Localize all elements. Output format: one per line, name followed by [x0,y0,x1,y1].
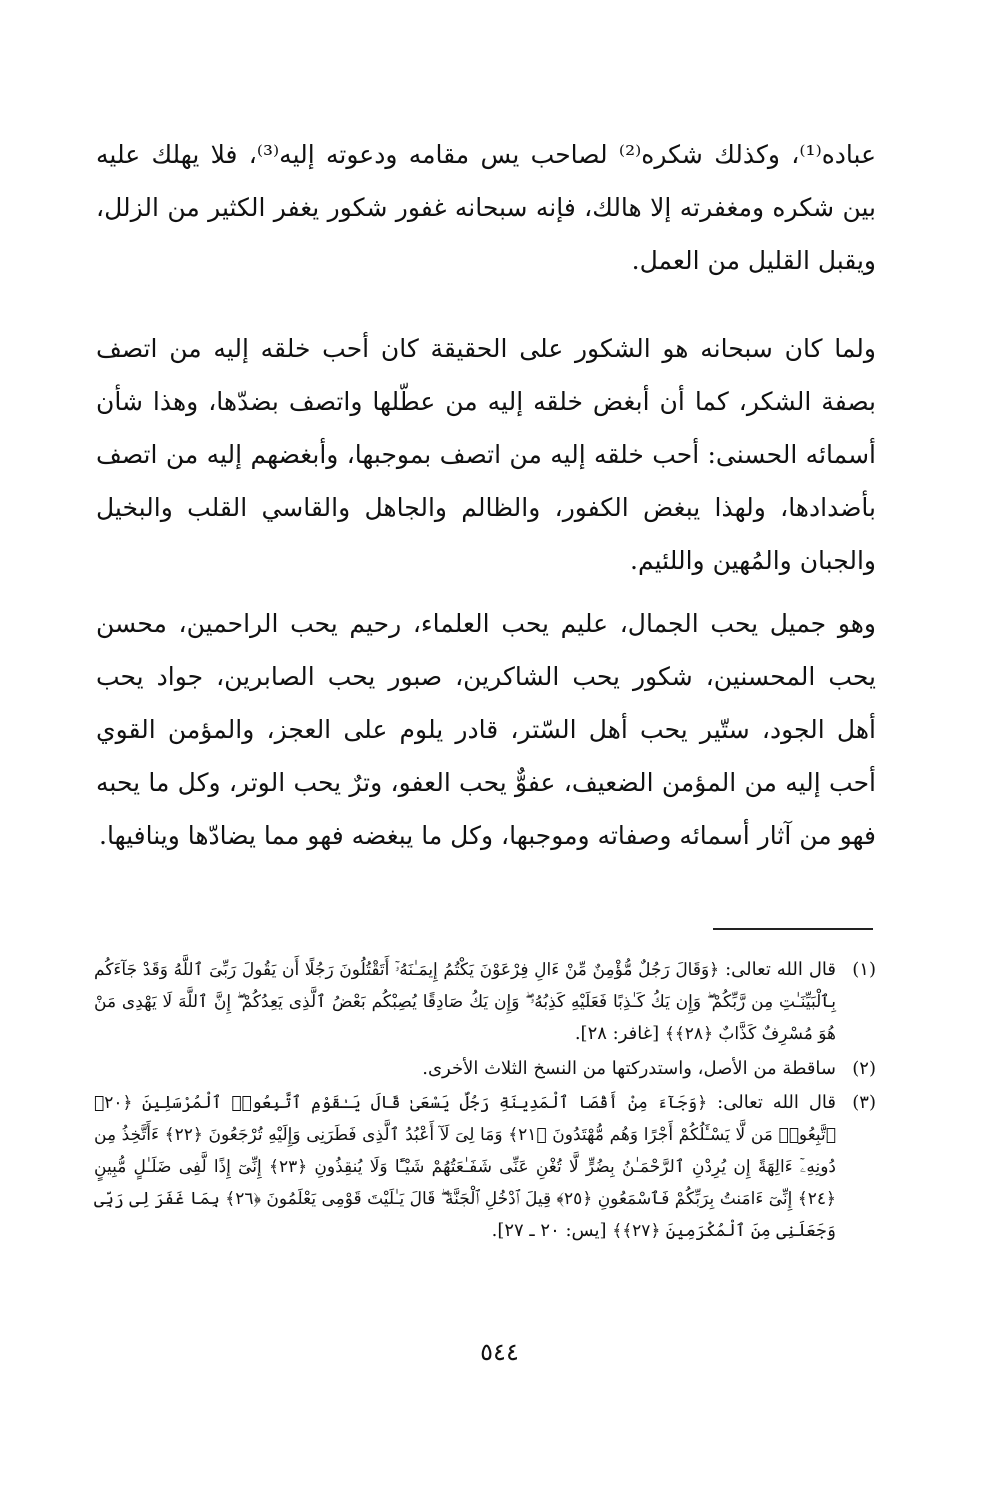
footnote-1 [94,954,876,1050]
footnotes [94,954,876,1250]
footnote-intro: قال الله تعالى: [707,1092,836,1113]
footnote-body [94,1053,836,1084]
paragraph-1: عباده⁽¹⁾، وكذلك شكره⁽²⁾ لصاحب يس مقامه ودعوته إليه⁽³⁾، فلا يهلك عليه بين شكره ومغفرته إلا هالك، فإنه سبحانه غفور شكور يغفر الكثير من الزلل، ويقبل القليل من العمل. [96,140,877,275]
footnote-divider [713,928,873,930]
footnote-2 [94,1053,876,1084]
footnote-number: (٣) [852,1092,876,1113]
quran-verse: ﴿وَقَالَ رَجُلٌ مُّؤْمِنٌ مِّنْ ءَالِ فِرْعَوْنَ يَكْتُمُ إِيمَـٰنَهُۥٓ أَتَقْتُلُونَ رَجُلًا أَن يَقُولَ رَبِّىَ ٱللَّهُ وَقَدْ جَآءَكُم بِٱلْبَيِّنَـٰتِ مِن رَّبِّكُمْ ۖ وَإِن يَكُ كَـٰذِبًا فَعَلَيْهِ كَذِبُهُۥ ۖ وَإِن يَكُ صَادِقًا يُصِبْكُم بَعْضُ ٱلَّذِى يَعِدُكُمْ ۖ إِنَّ ٱللَّهَ لَا يَهْدِى مَنْ هُوَ مُسْرِفٌ كَذَّابٌ ﴿٢٨﴾﴾ [94,960,836,1044]
footnote-3 [94,1087,876,1247]
footnote-intro: قال الله تعالى: [719,959,836,980]
paragraph-2: ولما كان سبحانه هو الشكور على الحقيقة كان أحب خلقه إليه من اتصف بصفة الشكر، كما أن أبغض خلقه إليه من عطّلها واتصف بضدّها، وهذا شأن أسمائه الحسنى: أحب خلقه إليه من اتصف بموجبها، وأبغضهم إليه من اتصف بأضدادها، ولهذا يبغض الكفور، والظالم والجاهل والقاسي القلب والبخيل والجبان والمُهين واللئيم. [96,334,876,575]
footnote-number: (١) [852,959,876,980]
footnote-number: (٢) [852,1058,876,1079]
footnote-body [94,954,836,1050]
paragraph-3: وهو جميل يحب الجمال، عليم يحب العلماء، رحيم يحب الراحمين، محسن يحب المحسنين، شكور يحب الشاكرين، صبور يحب الصابرين، جواد يحب أهل الجود، ستّير يحب أهل السّتر، قادر يلوم على العجز، والمؤمن القوي أحب إليه من المؤمن الضعيف، عفوٌّ يحب العفو، وترٌ يحب الوتر، وكل ما يحبه فهو من آثار أسمائه وصفاته وموجبها، وكل ما يبغضه فهو مما يضادّها وينافيها. [96,609,876,850]
footnote-body [94,1087,836,1247]
footnote-intro: ساقطة من الأصل، واستدركتها من النسخ الثلاث الأخرى. [422,1058,836,1079]
verse-reference: [غافر: ٢٨]. [574,1023,665,1044]
page-number: ٥٤٤ [480,1338,519,1366]
verse-reference: [يس: ٢٠ ـ ٢٧]. [491,1220,613,1241]
quran-verse: ﴿وَجَآءَ مِنْ أَقْصَا ٱلْمَدِينَةِ رَجُلٌ يَسْعَىٰ قَالَ يَـٰقَوْمِ ٱتَّبِعُوا۟ ٱلْمُرْسَلِينَ ﴿٢٠﴾ ٱتَّبِعُوا۟ مَن لَّا يَسْـَٔلُكُمْ أَجْرًا وَهُم مُّهْتَدُونَ ﴿٢١﴾ وَمَا لِىَ لَآ أَعْبُدُ ٱلَّذِى فَطَرَنِى وَإِلَيْهِ تُرْجَعُونَ ﴿٢٢﴾ ءَأَتَّخِذُ مِن دُونِهِۦٓ ءَالِهَةً إِن يُرِدْنِ ٱلرَّحْمَـٰنُ بِضُرٍّ لَّا تُغْنِ عَنِّى شَفَـٰعَتُهُمْ شَيْـًٔا وَلَا يُنقِذُونِ ﴿٢٣﴾ إِنِّىٓ إِذًا لَّفِى ضَلَـٰلٍ مُّبِينٍ ﴿٢٤﴾ إِنِّىٓ ءَامَنتُ بِرَبِّكُمْ فَٱسْمَعُونِ ﴿٢٥﴾ قِيلَ ٱدْخُلِ ٱلْجَنَّةَ ۖ قَالَ يَـٰلَيْتَ قَوْمِى يَعْلَمُونَ ﴿٢٦﴾ بِمَا غَفَرَ لِى رَبِّى وَجَعَلَنِى مِنَ ٱلْمُكْرَمِينَ ﴿٢٧﴾﴾ [94,1093,837,1241]
